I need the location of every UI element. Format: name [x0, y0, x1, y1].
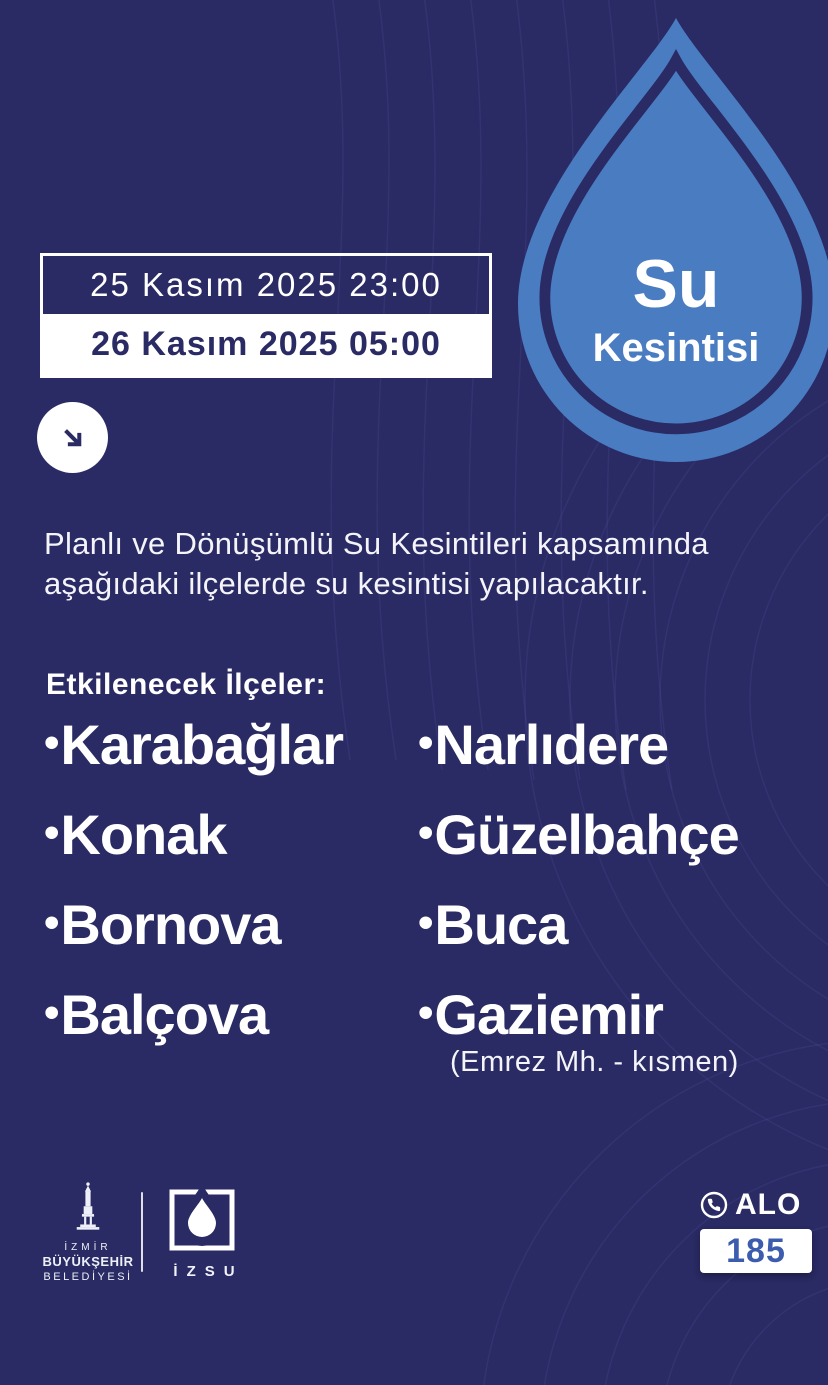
- district-column-left: [44, 700, 414, 1060]
- hotline-number: 185: [726, 1231, 786, 1270]
- district-name: Konak: [60, 803, 227, 866]
- hotline-number-box: [700, 1229, 812, 1273]
- bullet-icon: •: [418, 898, 433, 947]
- title-line-2: Kesintisi: [592, 326, 760, 370]
- outage-schedule-box: [40, 253, 492, 378]
- bullet-icon: •: [44, 718, 59, 767]
- district-narlidere: [418, 700, 818, 790]
- bullet-icon: •: [44, 808, 59, 857]
- outage-start-datetime: 25 Kasım 2025 23:00: [90, 266, 442, 303]
- bullet-icon: •: [44, 898, 59, 947]
- district-name: Güzelbahçe: [434, 803, 739, 866]
- district-column-right: [418, 700, 818, 1079]
- district-konak: [44, 790, 414, 880]
- izsu-drop-square-icon: [166, 1182, 242, 1256]
- bullet-icon: •: [44, 988, 59, 1037]
- clock-tower-icon: [66, 1182, 110, 1234]
- arrow-down-right-icon: [53, 418, 93, 458]
- izsu-logo: [164, 1182, 244, 1280]
- bullet-icon: •: [418, 808, 433, 857]
- poster-title: [551, 246, 801, 370]
- district-balcova: [44, 970, 414, 1060]
- municipality-line-1: İZMİR: [64, 1242, 112, 1253]
- municipality-line-3: BELEDİYESİ: [43, 1271, 133, 1283]
- district-buca: [418, 880, 818, 970]
- bullet-icon: •: [418, 988, 433, 1037]
- district-name: Narlıdere: [434, 713, 669, 776]
- bullet-icon: •: [418, 718, 433, 767]
- district-name: Buca: [434, 893, 568, 956]
- district-name: Bornova: [60, 893, 281, 956]
- izmir-municipality-logo: [38, 1182, 138, 1283]
- district-karabaglar: [44, 700, 414, 790]
- affected-districts-heading: Etkilenecek İlçeler:: [46, 668, 327, 701]
- title-line-1: Su: [632, 246, 720, 322]
- district-name: Gaziemir: [434, 983, 663, 1046]
- arrow-down-right-badge: [37, 402, 108, 473]
- district-gaziemir-note: (Emrez Mh. - kısmen): [450, 1046, 739, 1078]
- hotline-label: ALO: [735, 1188, 802, 1221]
- outage-end-datetime: 26 Kasım 2025 05:00: [43, 314, 489, 375]
- district-bornova: [44, 880, 414, 970]
- izsu-label: İZSU: [173, 1263, 244, 1280]
- water-drop-icon: [516, 12, 828, 462]
- phone-icon: [700, 1191, 728, 1219]
- intro-text: Planlı ve Dönüşümlü Su Kesintileri kapsamında aşağıdaki ilçelerde su kesintisi yapılacaktır.: [44, 526, 709, 601]
- footer-divider: [141, 1192, 143, 1272]
- district-name: Balçova: [60, 983, 269, 1046]
- municipality-line-2: BÜYÜKŞEHİR: [42, 1254, 134, 1269]
- district-guzelbahce: [418, 790, 818, 880]
- district-name: Karabağlar: [60, 713, 343, 776]
- alo-185-hotline: [700, 1188, 818, 1273]
